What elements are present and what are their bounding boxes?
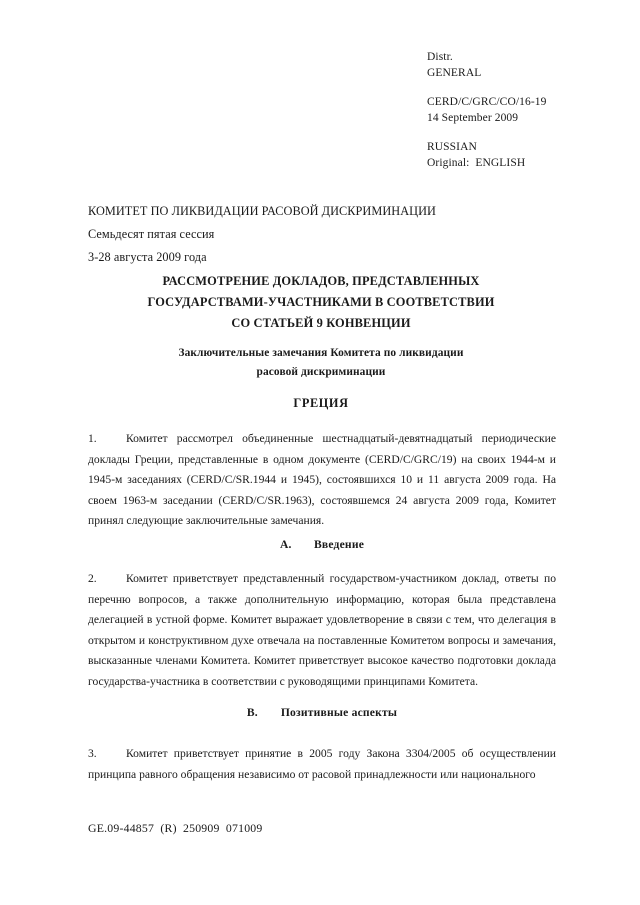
committee-name: КОМИТЕТ ПО ЛИКВИДАЦИИ РАСОВОЙ ДИСКРИМИНАЦИИ (88, 204, 436, 218)
distribution-group (427, 50, 546, 81)
section-heading-b (88, 706, 556, 719)
paragraph-1-number: 1. (88, 432, 97, 445)
committee-dates: 3-28 августа 2009 года (88, 250, 207, 264)
page-title (88, 271, 554, 334)
paragraph-2-text: Комитет приветствует представленный государством-участником доклад, ответы по перечню вопросов, а также дополнительную информацию, которая была представлена делегацией в устной форме. Комитет выражает удовлетворение в связи с тем, что делегация в открытом и конструктивном духе отвечала на поставленные Комитетом вопросы и замечания, высказанные членами Комитета. Комитет приветствует высокое качество подготовки доклада государства-участника в соответствии с руководящими принципами Комитета. (88, 572, 556, 688)
committee-block (88, 200, 436, 269)
distr-label: Distr. (427, 51, 453, 63)
paragraph-3 (88, 744, 556, 785)
distr-level: GENERAL (427, 66, 482, 79)
paragraph-3-number: 3. (88, 747, 97, 760)
paragraph-1-text: Комитет рассмотрел объединенные шестнадцатый-девятнадцатый периодические доклады Греции, представленные в одном документе (CERD/C/GRC/19) на своих 1944-м и 1945-м заседаниях (CERD/C/SR.1944 и 1945), состоявшихся 10 и 11 августа 2009 года. На своем 1963-м заседании (CERD/C/SR.1963), состоявшемся 24 августа 2009 года, Комитет принял следующие заключительные замечания. (88, 432, 556, 527)
document-date: 14 September 2009 (427, 111, 519, 124)
symbol-group (427, 95, 546, 126)
section-b-title: Позитивные аспекты (280, 706, 398, 719)
page-subtitle-line-2: расовой дискриминации (256, 366, 386, 378)
section-heading-a (88, 538, 556, 551)
language-group (427, 140, 546, 171)
section-b-letter: В. (246, 706, 258, 719)
page-title-line-1: РАССМОТРЕНИЕ ДОКЛАДОВ, ПРЕДСТАВЛЕННЫХ (162, 274, 480, 288)
paragraph-3-text: Комитет приветствует принятие в 2005 году Закона 3304/2005 об осуществлении принципа равного обращения независимо от расовой принадлежности или национального (88, 747, 556, 781)
page-subtitle-line-1: Заключительные замечания Комитета по ликвидации (178, 347, 464, 359)
paragraph-2 (88, 569, 556, 692)
section-a-title: Введение (313, 538, 365, 551)
page-title-line-2: ГОСУДАРСТВАМИ-УЧАСТНИКАМИ В СООТВЕТСТВИИ (147, 295, 495, 309)
page-title-line-3: СО СТАТЬЕЙ 9 КОНВЕНЦИИ (231, 316, 411, 330)
original-language: Original: ENGLISH (427, 156, 526, 169)
committee-session: Семьдесят пятая сессия (88, 227, 215, 241)
paragraph-2-number: 2. (88, 572, 97, 585)
distribution-header (427, 50, 546, 171)
document-language: RUSSIAN (427, 141, 477, 153)
country-heading: ГРЕЦИЯ (293, 396, 349, 410)
paragraph-1 (88, 429, 556, 532)
section-a-letter: А. (279, 538, 292, 551)
page-subtitle (88, 344, 554, 382)
document-footer-code: GE.09-44857 (R) 250909 071009 (88, 821, 263, 835)
document-symbol: CERD/C/GRC/CO/16-19 (427, 96, 547, 108)
